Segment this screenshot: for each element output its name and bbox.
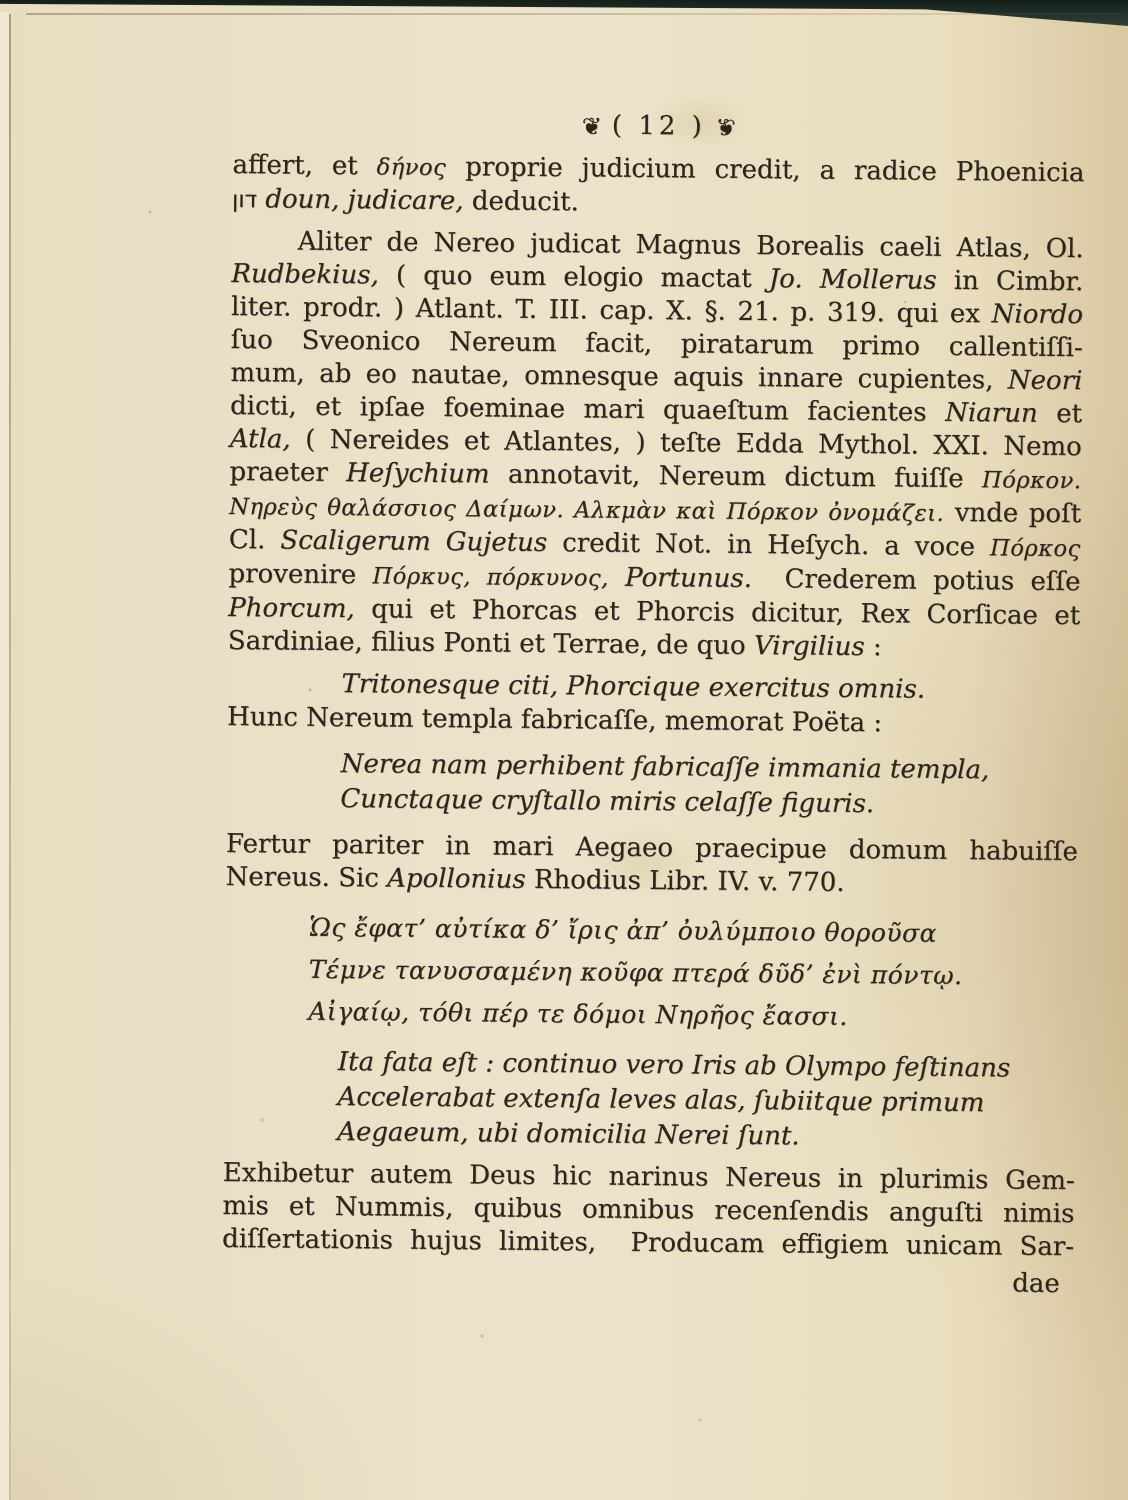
roman-text: ( Nereides et Atlantes, ) teſte Edda Mythol. XXI. Nemo bbox=[290, 424, 1082, 463]
roman-text: diſſertationis hujus limites, Producam effigiem unicam Sar- bbox=[221, 1223, 1075, 1263]
italic-text: Neori bbox=[1007, 365, 1083, 397]
text-line bbox=[224, 990, 1076, 1040]
roman-text: annotavit, Nereum dictum fuiſſe bbox=[489, 459, 983, 495]
roman-text: vnde poſt bbox=[944, 497, 1082, 530]
fleuron-ornament-icon: ❦ bbox=[581, 111, 603, 141]
roman-text: Aliter de Nereo judicat Magnus Borealis caeli Atlas, Ol. bbox=[297, 226, 1084, 265]
text-line bbox=[222, 1223, 1074, 1264]
roman-text: Cl. bbox=[228, 524, 281, 556]
roman-text: mum, ab eo nautae, omnesque aquis innare cupientes, bbox=[230, 357, 1008, 396]
page-text-block bbox=[222, 106, 1085, 1301]
roman-text: Rhodius Libr. IV. v. 770. bbox=[525, 864, 845, 898]
roman-text: liter. prodr. ) Atlant. T. III. cap. X. §. 21. p. 319. qui ex bbox=[230, 291, 992, 330]
hebrew-text: דון bbox=[231, 186, 258, 214]
italic-text: doun, judicare, bbox=[256, 184, 464, 217]
roman-text: Hunc Nereum templa fabricaſſe, memorat Poëta : bbox=[226, 701, 883, 739]
text-line bbox=[227, 701, 1079, 742]
page-number: ( 12 ) bbox=[611, 110, 706, 142]
page-top-crease bbox=[26, 13, 1124, 15]
italic-text: Accelerabat extenſa leves alas, ſubiitque primum bbox=[337, 1082, 985, 1119]
roman-text: Exhibetur autem Deus hic narinus Nereus in plurimis Gem- bbox=[222, 1157, 1075, 1197]
page-left-edge-line bbox=[9, 14, 11, 1500]
greek-text: Τέμνε τανυσσαμένη κοῦφα πτερά δῦδ’ ἐνὶ πόντῳ. bbox=[308, 954, 963, 991]
roman-text: deducit. bbox=[463, 186, 579, 218]
greek-text: Πόρκυς, πόρκυνος, bbox=[372, 563, 609, 592]
roman-text: credit Not. in Heſych. a voce bbox=[547, 528, 991, 563]
catchword: dae bbox=[1012, 1268, 1060, 1299]
greek-text: Πόρκον. bbox=[981, 467, 1082, 495]
greek-text: Πόρκος bbox=[989, 535, 1081, 563]
roman-text: et bbox=[1037, 398, 1083, 430]
italic-text: Tritonesque citi, Phorcique exercitus omnis. bbox=[341, 669, 926, 705]
greek-text: Νηρεὺς θαλάσσιος Δαίμων. Αλκμὰν καὶ Πόρκον ὀνομάζει. bbox=[229, 493, 945, 527]
italic-text: Aegaeum, ubi domicilia Nerei ſunt. bbox=[337, 1117, 800, 1152]
roman-text: proprie judicium credit, a radice Phoenicia bbox=[446, 152, 1085, 189]
roman-text bbox=[609, 563, 626, 593]
fleuron-ornament-icon: ❦ bbox=[715, 113, 737, 142]
italic-text: Cunctaque cryſtallo miris celaſſe figuris. bbox=[340, 784, 875, 820]
roman-text: dicti, et ipſae foeminae mari quaeſtum facientes bbox=[229, 390, 946, 428]
italic-text: Atla, bbox=[229, 423, 291, 455]
roman-text: Fertur pariter in mari Aegaeo praecipue domum habuiſſe bbox=[225, 828, 1079, 868]
italic-text: Rudbekius, bbox=[231, 258, 379, 291]
italic-text: Ita fata eſt : continuo vero Iris ab Olympo feſtinans bbox=[337, 1047, 1011, 1084]
roman-text: qui et Phorcas et Phorcis dicitur, Rex Corſicae et bbox=[354, 594, 1081, 632]
italic-text: Heſychium bbox=[345, 458, 490, 490]
roman-text: praeter bbox=[229, 456, 347, 489]
roman-text: provenire bbox=[228, 558, 373, 591]
greek-text: Αἰγαίῳ, τόθι πέρ τε δόμοι Νηρῆος ἔασσι. bbox=[308, 996, 848, 1031]
greek-text: Ὡς ἔφατ’ αὐτίκα δ’ ἴρις ἀπ’ ὀυλύμποιο θοροῦσα bbox=[308, 912, 938, 948]
italic-text: Niordo bbox=[991, 299, 1084, 331]
roman-text: in Cimbr. bbox=[936, 265, 1084, 298]
roman-text: Crederem potius eſſe bbox=[751, 564, 1081, 598]
italic-text: Apollonius bbox=[386, 863, 526, 895]
text-lines bbox=[222, 149, 1085, 1264]
roman-text: affert, et bbox=[232, 149, 377, 182]
italic-text: Virgilius bbox=[753, 631, 865, 663]
italic-text: Jo. Mollerus bbox=[768, 264, 937, 296]
italic-text: Nerea nam perhibent fabricaſſe immania templa, bbox=[340, 749, 990, 786]
roman-text: Sardiniae, filius Ponti et Terrae, de quo bbox=[227, 625, 755, 662]
italic-text: Portunus. bbox=[624, 562, 753, 595]
roman-text: ſuo Sveonico Nereum facit, piratarum primo callentiſſi- bbox=[230, 324, 1083, 364]
italic-text: Phorcum, bbox=[228, 592, 355, 625]
italic-text: Niarun bbox=[945, 397, 1038, 429]
roman-text: ( quo eum elogio mactat bbox=[378, 260, 769, 295]
italic-text: Scaligerum Gujetus bbox=[280, 525, 548, 559]
roman-text: mis et Nummis, quibus omnibus recenſendis anguſti nimis bbox=[222, 1190, 1075, 1230]
roman-text: : bbox=[864, 632, 882, 663]
greek-text: δήνος bbox=[376, 154, 447, 182]
page-left-under-edge bbox=[0, 12, 9, 1500]
page-header bbox=[233, 106, 1085, 147]
roman-text: Nereus. Sic bbox=[225, 861, 388, 894]
